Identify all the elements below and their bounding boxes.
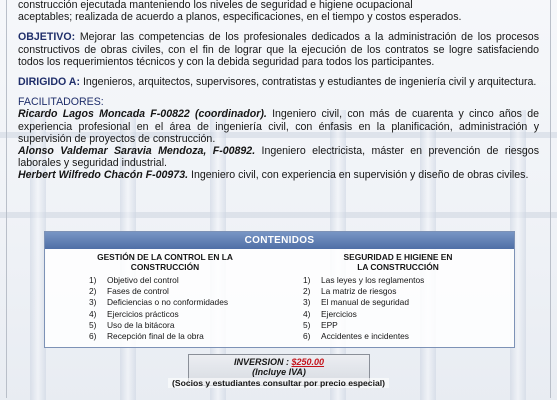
list-item: 3) El manual de seguridad (303, 297, 409, 308)
inversion-note: (Incluye IVA) (252, 367, 306, 377)
contenidos-right-column (303, 250, 503, 342)
left-column-heading: GESTIÓN DE LA CONTROL EN LA CONSTRUCCIÓN (97, 252, 233, 272)
dirigido-label: DIRIGIDO A: (18, 76, 80, 89)
socios-note: (Socios y estudiantes consultar por precio especial) (0, 378, 557, 388)
dirigido-text: Ingenieros, arquitectos, supervisores, contratistas y estudiantes de ingeniería civil y arquitectura. (82, 76, 537, 89)
objetivo-text: Mejorar las competencias de los profesionales dedicados a la administración de los procesos constructivos de obras civiles, con el fin de lograr que la ejecución de los contratos se logre satisfaciendo todos los requerimientos técnicos y con la debida seguridad para todos los participantes. (18, 31, 539, 68)
facilitator-item (18, 108, 539, 145)
list-item: 3) Deficiencias o no conformidades (89, 297, 229, 308)
document-body (18, 0, 539, 182)
facilitator-item (18, 145, 539, 169)
list-item: 4) Ejercicios prácticos (89, 308, 179, 319)
list-item: 5) EPP (303, 319, 338, 330)
contenidos-table (44, 231, 515, 348)
intro-line-2: aceptables; realizada de acuerdo a planos, especificaciones, en el tiempo y costos esperados. (18, 11, 462, 24)
right-column-heading: SEGURIDAD E HIGIENE EN LA CONSTRUCCIÓN (343, 252, 453, 272)
objetivo-paragraph (18, 31, 539, 68)
list-item: 1) Objetivo del control (89, 275, 179, 285)
list-item: 6) Recepción final de la obra (89, 331, 204, 342)
list-item: 4) Ejercicios (303, 308, 357, 319)
contenidos-title: CONTENIDOS (45, 232, 514, 249)
inversion-label: INVERSION : (233, 357, 289, 367)
objetivo-label: OBJETIVO: (18, 31, 76, 44)
facilitator-name: Alonso Valdemar Saravia Mendoza, F-00892. (18, 145, 256, 158)
list-item: 1) Las leyes y los reglamentos (303, 275, 425, 285)
facilitator-desc: Ingeniero civil, con más de cuarenta y cinco años de experiencia profesional en el área de ingeniería civil, con énfasis en la planificación, administración y supervisión de proyectos de construcción. (18, 108, 539, 145)
facilitator-item (18, 169, 539, 181)
facilitator-desc: Ingeniero civil, con experiencia en supervisión y diseño de obras civiles. (191, 169, 529, 182)
facilitator-name: Ricardo Lagos Moncada F-00822 (coordinador). (18, 108, 267, 121)
dirigido-paragraph (18, 76, 539, 88)
intro-line-1: construcción ejecutada manteniendo los niveles de seguridad e higiene ocupacional (18, 0, 413, 11)
list-item: 2) La matriz de riesgos (303, 286, 397, 297)
facilitator-desc: Ingeniero electricista, máster en prevención de riesgos laborales y seguridad industrial. (18, 145, 539, 170)
list-item: 5) Uso de la bitácora (89, 319, 175, 330)
list-item: 6) Accidentes e incidentes (303, 331, 409, 342)
inversion-price: $250.00 (291, 357, 325, 367)
facilitadores-heading: FACILITADORES: (18, 96, 104, 109)
facilitator-name: Herbert Wilfredo Chacón F-00973. (18, 169, 189, 182)
list-item: 2) Fases de control (89, 286, 169, 297)
contenidos-left-column (89, 250, 289, 342)
